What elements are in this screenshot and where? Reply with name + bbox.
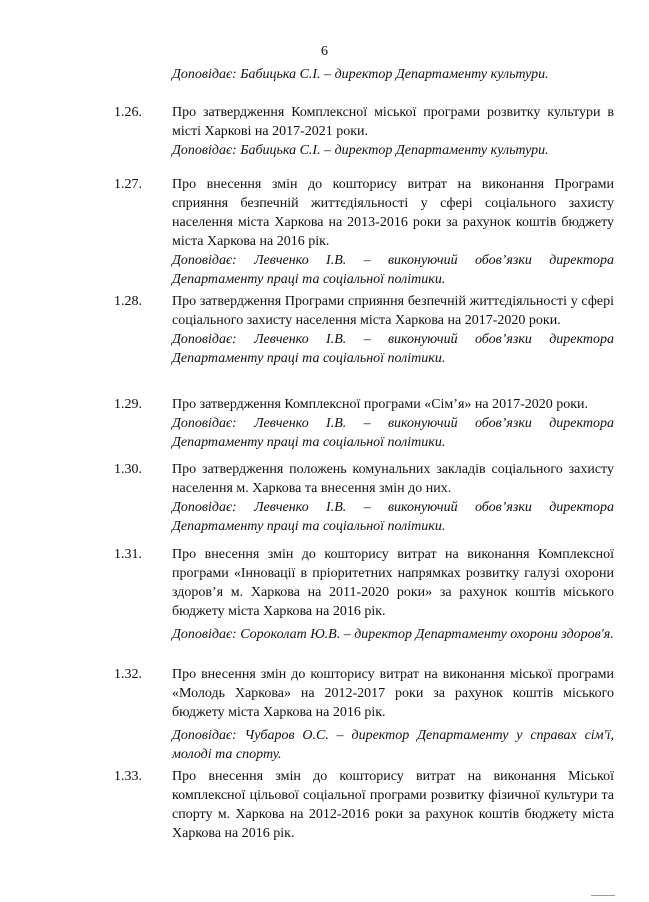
item-body [172,460,614,536]
item-speaker: Доповідає: Левченко І.В. – виконуючий обов’язки директора Департаменту праці та соціальної політики. [172,332,614,366]
item-speaker: Доповідає: Чубаров О.С. – директор Департаменту у справах сім'ї, молоді та спорту. [172,728,614,762]
item-body [172,665,614,764]
item-title: Про внесення змін до кошторису витрат на виконання Програми сприяння безпечній життєдіяльності у сфері соціального захисту населення міста Харкова на 2013-2016 роки за рахунок коштів бюджету міста Харкова на 2016 рік. [172,177,614,249]
scan-corner-mark [591,895,615,896]
item-speaker: Доповідає: Сороколат Ю.В. – директор Департаменту охорони здоров'я. [172,627,614,642]
item-title: Про затвердження Програми сприяння безпечній життєдіяльності у сфері соціального захисту населення міста Харкова на 2017-2020 роки. [172,294,614,328]
item-speaker: Доповідає: Левченко І.В. – виконуючий обов’язки директора Департаменту праці та соціальної політики. [172,253,614,287]
item-number: 1.30. [114,462,142,477]
item-title: Про внесення змін до кошторису витрат на виконання міської програми «Молодь Харкова» на 2012-2017 роки за рахунок коштів міського бюджету міста Харкова на 2016 рік. [172,667,614,720]
item-number: 1.27. [114,177,142,192]
item-body [172,103,614,160]
item-speaker: Доповідає: Бабицька С.І. – директор Департаменту культури. [172,143,549,158]
item-speaker: Доповідає: Левченко І.В. – виконуючий обов’язки директора Департаменту праці та соціальної політики. [172,416,614,450]
item-speaker: Доповідає: Левченко І.В. – виконуючий обов’язки директора Департаменту праці та соціальної політики. [172,500,614,534]
page-number: 6 [321,44,328,59]
item-body [172,545,614,644]
item-title: Про внесення змін до кошторису витрат на виконання Комплексної програми «Інновації в пріоритетних напрямках розвитку галузі охорони здоров’я м. Харкова на 2011-2020 роки» за рахунок коштів міського бюджету міста Харкова на 2016 рік. [172,547,614,619]
item-body [172,292,614,368]
lead-speaker: Доповідає: Бабицька С.І. – директор Департаменту культури. [172,67,549,82]
item-number: 1.32. [114,667,142,682]
item-title: Про внесення змін до кошторису витрат на виконання Міської комплексної цільової соціальної програми розвитку фізичної культури та спорту м. Харкова на 2012-2016 роки за рахунок коштів бюджету міста Харкова на 2016 рік. [172,769,614,841]
item-body [172,395,614,452]
item-title: Про затвердження Комплексної програми «Сім’я» на 2017-2020 роки. [172,397,589,412]
item-number: 1.26. [114,105,142,120]
item-number: 1.31. [114,547,142,562]
item-number: 1.33. [114,769,142,784]
item-title: Про затвердження положень комунальних закладів соціального захисту населення м. Харкова та внесення змін до них. [172,462,614,496]
item-number: 1.29. [114,397,142,412]
item-number: 1.28. [114,294,142,309]
item-body [172,767,614,843]
item-title: Про затвердження Комплексної міської програми розвитку культури в місті Харкові на 2017-2021 роки. [172,105,614,139]
item-body [172,175,614,289]
